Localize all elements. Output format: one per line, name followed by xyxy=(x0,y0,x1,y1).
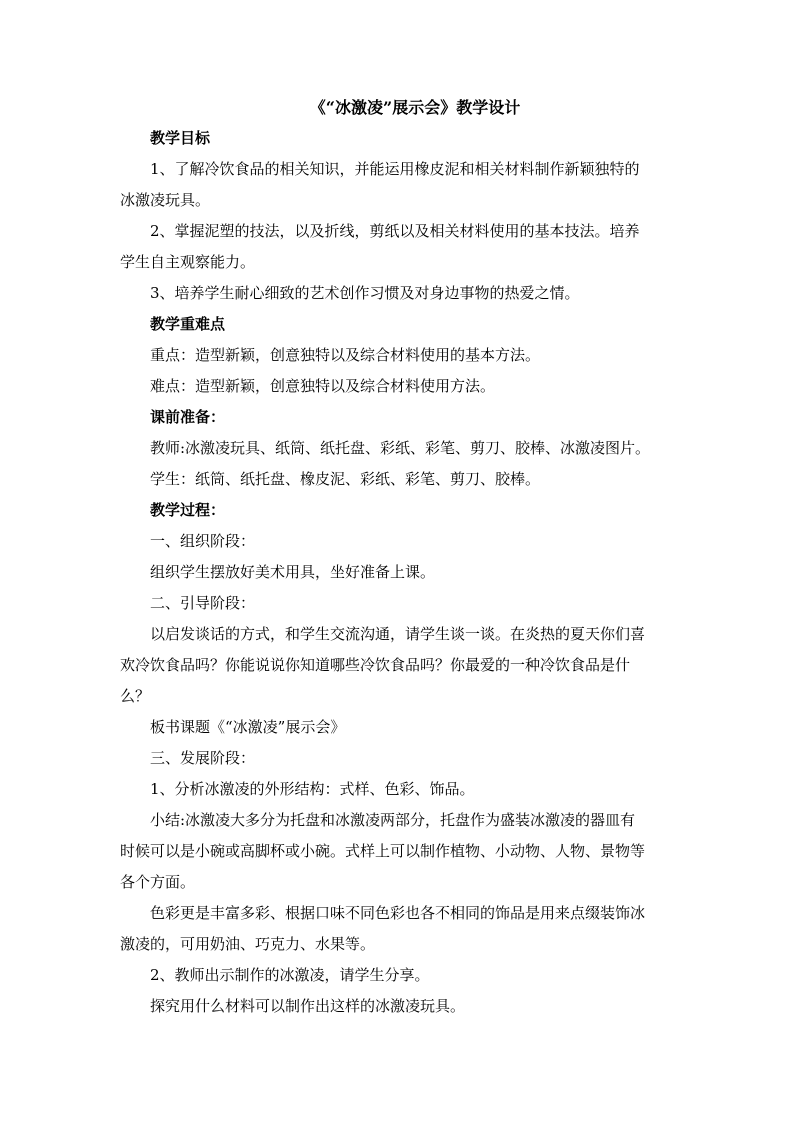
goal-2-line-2: 学生自主观察能力。 xyxy=(120,253,256,271)
difficult-point: 难点：造型新颖，创意独特以及综合材料使用方法。 xyxy=(150,377,496,395)
process-heading: 教学过程： xyxy=(150,501,226,519)
stage-2-heading: 二、引导阶段： xyxy=(150,594,256,612)
stage-2-text-line-3: 么？ xyxy=(120,687,151,705)
goals-heading: 教学目标 xyxy=(150,129,211,147)
goal-1-line-1: 1、了解冷饮食品的相关知识，并能运用橡皮泥和相关材料制作新颖独特的 xyxy=(150,160,640,178)
preparation-teacher: 教师:冰激凌玩具、纸筒、纸托盘、彩纸、彩笔、剪刀、胶棒、冰激凌图片。 xyxy=(150,439,651,457)
stage-1-text: 组织学生摆放好美术用具，坐好准备上课。 xyxy=(150,563,436,581)
key-point: 重点：造型新颖，创意独特以及综合材料使用的基本方法。 xyxy=(150,346,541,364)
stage-2-text-line-1: 以启发谈话的方式，和学生交流沟通，请学生谈一谈。在炎热的夏天你们喜 xyxy=(150,625,646,643)
stage-3-heading: 三、发展阶段： xyxy=(150,749,256,767)
goal-1-line-2: 冰激凌玩具。 xyxy=(120,191,211,209)
stage-1-heading: 一、组织阶段： xyxy=(150,532,256,550)
stage-2-text-line-2: 欢冷饮食品吗？你能说说你知道哪些冷饮食品吗？你最爱的一种冷饮食品是什 xyxy=(120,656,631,674)
summary-line-3: 各个方面。 xyxy=(120,873,196,891)
preparation-heading: 课前准备： xyxy=(150,408,226,426)
preparation-student: 学生：纸筒、纸托盘、橡皮泥、彩纸、彩笔、剪刀、胶棒。 xyxy=(150,470,541,488)
summary-line-2: 时候可以是小碗或高脚杯或小碗。式样上可以制作植物、小动物、人物、景物等 xyxy=(120,842,646,860)
document-page xyxy=(120,93,680,1022)
goal-3: 3、培养学生耐心细致的艺术创作习惯及对身边事物的热爱之情。 xyxy=(150,284,580,302)
document-title: 《“冰激凌”展示会》教学设计 xyxy=(309,98,521,117)
key-points-heading: 教学重难点 xyxy=(150,315,226,333)
color-line-2: 激凌的，可用奶油、巧克力、水果等。 xyxy=(120,935,376,953)
board-title: 板书课题《“冰激凌”展示会》 xyxy=(150,718,346,736)
stage-3-item-2: 2、教师出示制作的冰激凌，请学生分享。 xyxy=(150,966,430,984)
color-line-1: 色彩更是丰富多彩、根据口味不同色彩也各不相同的饰品是用来点缀装饰冰 xyxy=(150,904,646,922)
summary-line-1: 小结:冰激凌大多分为托盘和冰激凌两部分，托盘作为盛装冰激凌的器皿有 xyxy=(150,811,636,829)
goal-2-line-1: 2、掌握泥塑的技法，以及折线，剪纸以及相关材料使用的基本技法。培养 xyxy=(150,222,640,240)
explore-text: 探究用什么材料可以制作出这样的冰激凌玩具。 xyxy=(150,997,466,1015)
stage-3-item-1: 1、分析冰激凌的外形结构：式样、色彩、饰品。 xyxy=(150,780,475,798)
